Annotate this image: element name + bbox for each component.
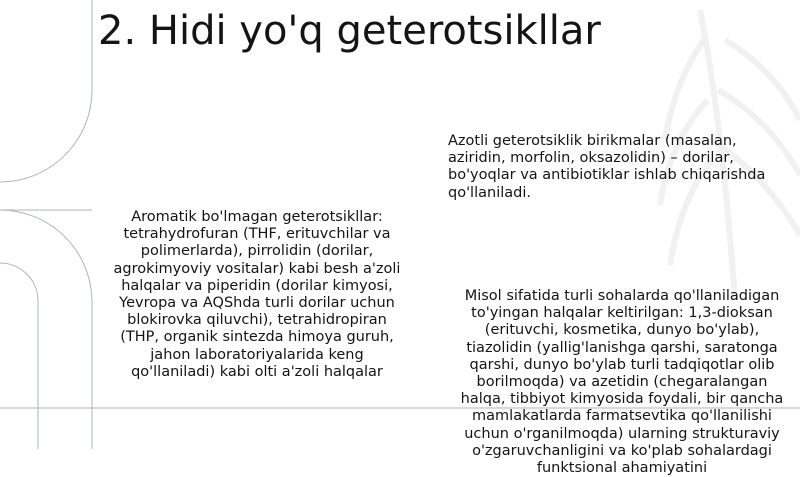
slide-title: 2. Hidi yo'q geterotsikllar [98,8,601,54]
left-arch-outer [0,210,92,449]
saturated-rings-examples-text: Misol sifatida turli sohalarda qo'llaniladigan to'yingan halqalar keltirilgan: 1,3-dioksan (erituvchi, kosmetika, dunyo bo'ylab), tiazolidin (yallig'lanishga qarshi, saratonga qarshi, dunyo bo'ylab turli tadqiqotlar olib borilmoqda) va azetidin (chegaralangan halqa, tibbiyot kimyosida foydali, bir qancha mamlakatlarda farmatsevtika qo'llanilishi uchun o'rganilmoqda) ularning strukturaviy o'zgaruvchanligini va ko'plab sohalardagi funktsional ahamiyatini [460,288,784,477]
left-arch-inner [0,263,38,449]
nitrogen-heterocycles-text: Azotli geterotsiklik birikmalar (masalan, aziridin, morfolin, oksazolidin) – dorilar, bo'yoqlar va antibiotiklar ishlab chiqarishda qo'llaniladi. [448,133,766,201]
non-aromatic-heterocycles-text: Aromatik bo'lmagan geterotsikllar: tetrahydrofuran (THF, erituvchilar va polimerlarda), pirrolidin (dorilar, agrokimyoviy vositalar) kabi besh a'zoli halqalar va piperidin (dorilar kimyosi, Yevropa va AQShda turli dorilar uchun blokirovka qiluvchi), tetrahidropiran (THP, organik sintezda himoya guruh, jahon laboratoriyalarida keng qo'llaniladi) kabi olti a'zoli halqalar [113,209,401,380]
top-left-arc [0,0,92,182]
